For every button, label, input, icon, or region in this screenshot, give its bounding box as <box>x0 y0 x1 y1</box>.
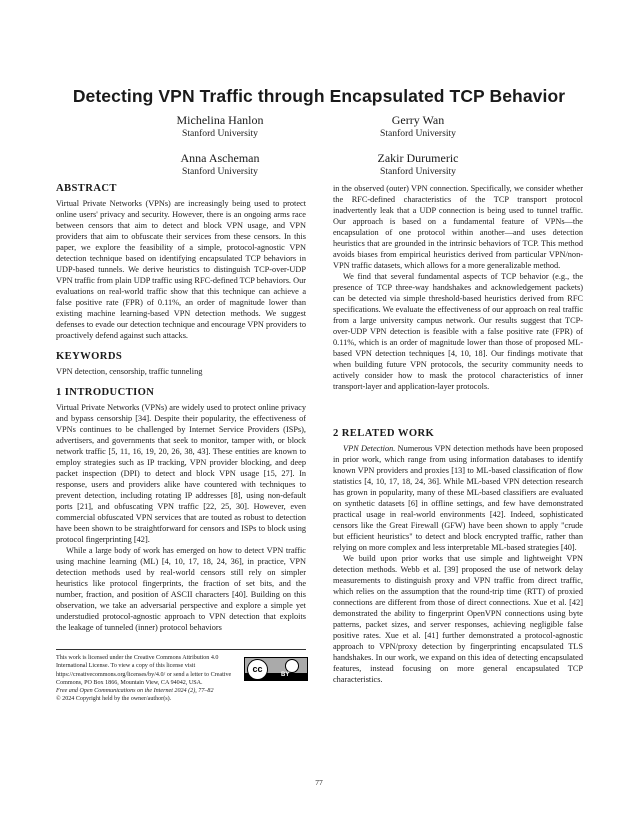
license-footnote <box>56 649 306 704</box>
intro-heading: 1 INTRODUCTION <box>56 387 155 398</box>
related-work-heading: 2 RELATED WORK <box>333 428 435 439</box>
right-column <box>333 183 583 685</box>
author-block <box>120 151 320 178</box>
author-name: Anna Ascheman <box>180 151 260 165</box>
paragraph-body: Numerous VPN detection methods have been proposed in prior work, which range from using information databases to identify known VPN providers and proxies [13] to ML-based classification of flow statistics [4, 10, 17, 18, 24, 36]. While ML-based VPN detection research has grown in popularity, many of these ML-based classifiers are evaluated on synthetic datasets [6] in offline settings, and few have demonstrated practical usage in real-world environments [42]. Indeed, sophisticated censors like the Great Firewall (GFW) have been shown to apply "crude but efficient heuristics" to detect and block encrypted traffic, rather than relying on more complex and less interpretable ML-based strategies [40]. <box>333 444 583 552</box>
by-label: BY <box>281 672 290 678</box>
license-text: This work is licensed under the Creative Commons Attribution 4.0 International License. To view a copy of this license visit https://creativecommons.org/licenses/by/4.0/ or send a letter to Creative Commons, PO Box 1866, Mountain View, CA 94042, USA. <box>56 655 232 686</box>
author-affiliation: Stanford University <box>182 128 258 139</box>
intro-paragraph-1: Virtual Private Networks (VPNs) are widely used to protect online privacy and bypass censorship [34]. Despite their popularity, the effectiveness of VPNs continues to be challenged by Internet Service Providers (ISPs), advertisers, and governments that seek to monitor, tamper with, or block network traffic [5, 11, 16, 19, 20, 26, 38, 43]. These entities are known to employ strategies such as IP tracking, VPN provider blocking, and deep packet inspection (DPI) to detect and block VPN usage [15, 27]. In response, users and providers alike have countered with techniques to prevent detection, including rotating IP addresses [8], using non-default ports [21], and obfuscating VPN traffic [22, 25, 30]. However, even commercial obfuscated VPN services that are touted as robust to detection have been shown to be straightforward for censors and ISPs to block using protocol fingerprinting [42]. <box>56 403 306 544</box>
page-number: 77 <box>315 778 323 787</box>
intro-paragraph-4: We find that several fundamental aspects of TCP behavior (e.g., the presence of TCP three-way handshakes and acknowledgement packets) can be detected via simple threshold-based heuristics derived from RFC specifications. We evaluate the effectiveness of our approach on real traffic from a large university campus network. Our results suggest that TCP-over-UDP VPN detection is feasible with a false positive rate (FPR) of 0.11%, which is an order of magnitude lower than those of proposed ML-based VPN detection techniques [4, 10, 18]. Our findings motivate that when building future VPN protocols, the security community needs to actively consider how to mask the protocol characteristics of inner transport-layer and application-layer protocols. <box>333 272 583 391</box>
author-name: Zakir Durumeric <box>377 151 459 165</box>
related-work-paragraph-1 <box>333 443 583 553</box>
related-work-paragraph-2: We build upon prior works that use simple and lightweight VPN detection methods. Webb et al. [39] proposed the use of network delay measurements to distinguish proxy and VPN traffic from direct traffic, which relies on the assumption that the round-trip time (RTT) of proxied connections are different from those of direct connections. Xue et al. [42] demonstrated the ability to fingerprint OpenVPN connections using byte patterns, packet sizes, and server responses, achieving negligible false positive rates. Xue et al. [41] further demonstrated a protocol-agnostic approach to VPN/proxy detection by fingerprinting encapsulated TLS handshakes. In our work, we expand on this idea of detecting encapsulated features, instead focusing on more general encapsulated TCP characteristics. <box>333 554 583 684</box>
intro-paragraph-3: in the observed (outer) VPN connection. Specifically, we consider whether the RFC-defined characteristics of the TCP transport protocol inadvertently leak that a UDP connection is being used to tunnel traffic. Our approach is based on a fundamental feature of VPNs—the encapsulation of one protocol within another—and uses detection heuristics that are grounded in the intrinsic behaviors of TCP. This method avoids biases from empirical heuristics derived from particular VPN/non-VPN traffic datasets, which allows for a more generalizable method. <box>333 184 583 270</box>
keywords-text: VPN detection, censorship, traffic tunneling <box>56 367 203 376</box>
paper-title: Detecting VPN Traffic through Encapsulated TCP Behavior <box>72 86 566 106</box>
abstract-text: Virtual Private Networks (VPNs) are increasingly being used to protect online users' privacy and security. However, there is an ongoing arms race between censors that aim to detect and block VPN usage, and VPN providers that aim to obfuscate their services from these censors. In this paper, we explore the feasibility of a simple, protocol-agnostic VPN detection technique based on identifying encapsulated TCP behaviors in UDP-based tunnels. We derive heuristics to distinguish TCP-over-UDP VPN traffic from plain UDP traffic using RFC-defined TCP behaviors. Our evaluations on real-world traffic show that this technique can achieve a false positive rate (FPR) of 0.11%, an order of magnitude lower than existing machine learning-based VPN detection methods. We suggest defenses to evade our detection technique and encourage VPN providers to proactively defend against such attacks. <box>56 199 306 340</box>
cc-logo-icon: cc <box>247 659 268 680</box>
author-affiliation: Stanford University <box>380 166 456 177</box>
author-name: Michelina Hanlon <box>176 113 264 127</box>
author-name: Gerry Wan <box>391 113 445 127</box>
author-affiliation: Stanford University <box>380 128 456 139</box>
keywords-heading: KEYWORDS <box>56 351 123 362</box>
venue-text: Free and Open Communications on the Internet 2024 (2), 77–82 <box>56 688 214 695</box>
author-block <box>318 151 518 178</box>
attribution-person-icon <box>285 659 299 673</box>
author-affiliation: Stanford University <box>182 166 258 177</box>
paragraph-lead: VPN Detection. <box>343 444 396 453</box>
cc-by-badge-icon <box>244 657 308 681</box>
author-block <box>120 113 320 140</box>
intro-paragraph-2: While a large body of work has emerged on how to detect VPN traffic using machine learning (ML) [4, 10, 17, 18, 24, 36], in practice, VPN detection methods used by real-world censors still rely on simpler heuristics like protocol fingerprints, the fraction of set bits, and the number, fraction, and position of ASCII characters [40]. Building on this observation, we take an adversarial perspective and explore a simple yet understudied protocol-agnostic approach to VPN detection that exploits the leakage of tunneled (inner) protocol behaviors <box>56 546 306 632</box>
copyright-text: © 2024 Copyright held by the owner/author(s). <box>56 696 172 703</box>
left-column <box>56 183 306 633</box>
author-block <box>318 113 518 140</box>
abstract-heading: ABSTRACT <box>56 183 117 194</box>
